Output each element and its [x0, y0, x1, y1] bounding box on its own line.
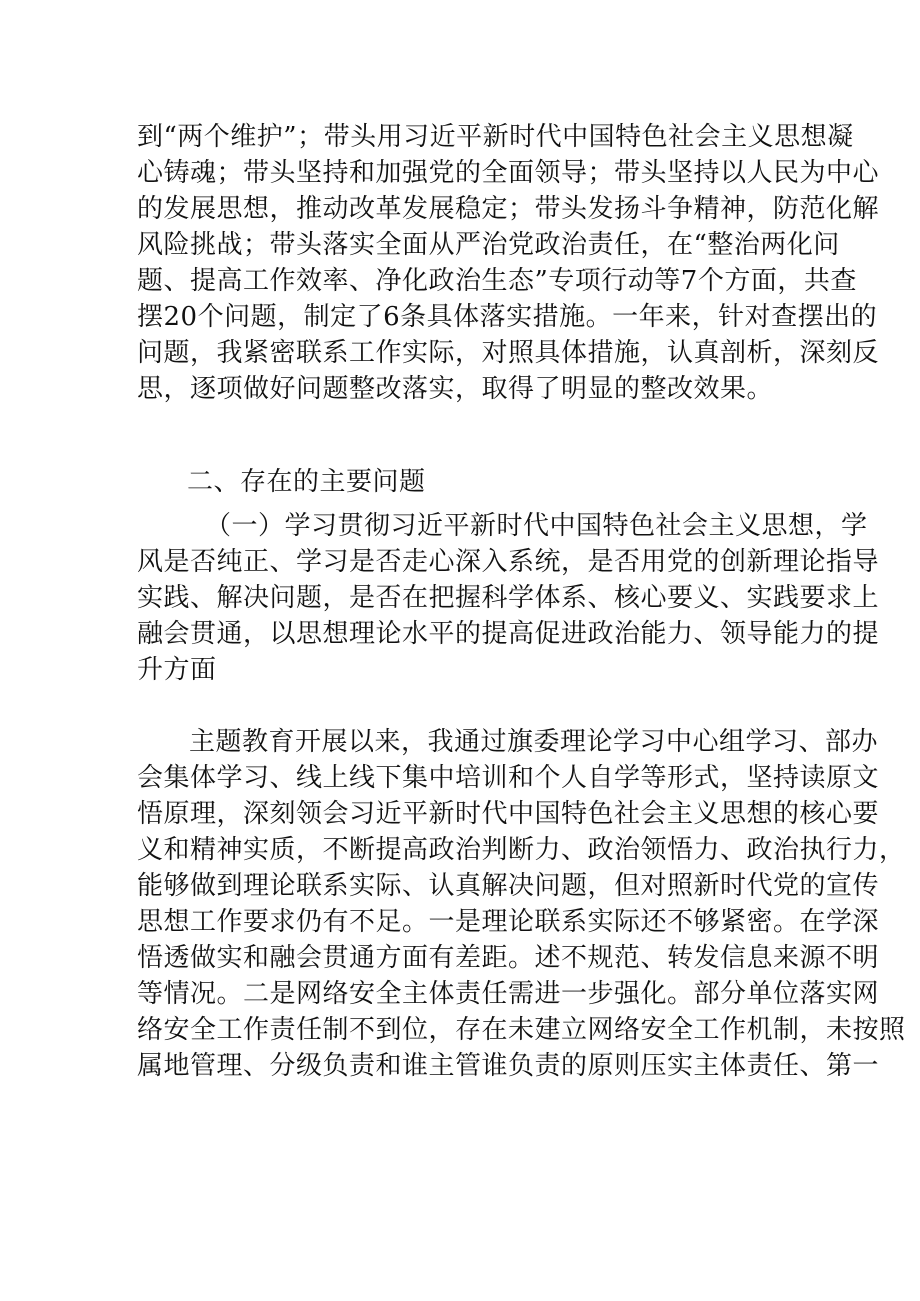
- text-line: 的发展思想，推动改革发展稳定；带头发扬斗争精神，防范化解: [137, 194, 880, 224]
- text-line: 风是否纯正、学习是否走心深入系统，是否用党的创新理论指导: [137, 547, 880, 577]
- text-line: 融会贯通，以思想理论水平的提高促进政治能力、领导能力的提: [137, 619, 880, 649]
- text-line: 能够做到理论联系实际、认真解决问题，但对照新时代党的宣传: [137, 871, 880, 901]
- text-line: 主题教育开展以来，我通过旗委理论学习中心组学习、部办: [189, 727, 879, 757]
- text-line: 思想工作要求仍有不足。一是理论联系实际还不够紧密。在学深: [137, 907, 880, 937]
- text-line: 升方面: [137, 655, 217, 685]
- paragraph-study: [137, 724, 906, 1084]
- section-heading: 二、存在的主要问题: [187, 467, 426, 497]
- text-line: 等情况。二是网络安全主体责任需进一步强化。部分单位落实网: [137, 979, 880, 1009]
- text-line: 会集体学习、线上线下集中培训和个人自学等形式，坚持读原文: [137, 763, 880, 793]
- text-line: 悟原理，深刻领会习近平新时代中国特色社会主义思想的核心要: [137, 799, 880, 829]
- text-line: 问题，我紧密联系工作实际，对照具体措施，认真剖析，深刻反: [137, 338, 880, 368]
- paragraph-commitments: [137, 119, 880, 407]
- text-line: 思，逐项做好问题整改落实，取得了明显的整改效果。: [137, 374, 774, 404]
- text-line: 络安全工作责任制不到位，存在未建立网络安全工作机制，未按照: [137, 1015, 906, 1045]
- text-line: 实践、解决问题，是否在把握科学体系、核心要义、实践要求上: [137, 583, 880, 613]
- text-line: 到“两个维护”；带头用习近平新时代中国特色社会主义思想凝: [137, 122, 854, 152]
- text-line: 属地管理、分级负责和谁主管谁负责的原则压实主体责任、第一: [137, 1051, 880, 1081]
- text-line: 悟透做实和融会贯通方面有差距。述不规范、转发信息来源不明: [137, 943, 880, 973]
- subsection-title: [137, 508, 880, 688]
- text-line: 风险挑战；带头落实全面从严治党政治责任，在“整治两化问: [137, 230, 840, 260]
- text-line: （一）学习贯彻习近平新时代中国特色社会主义思想，学: [205, 511, 868, 541]
- text-line: 题、提高工作效率、净化政治生态”专项行动等7个方面，共查: [137, 266, 857, 296]
- text-line: 义和精神实质，不断提高政治判断力、政治领悟力、政治执行力，: [137, 835, 906, 865]
- text-line: 摆20个问题，制定了6条具体落实措施。一年来，针对查摆出的: [137, 302, 878, 332]
- text-line: 心铸魂；带头坚持和加强党的全面领导；带头坚持以人民为中心: [137, 158, 880, 188]
